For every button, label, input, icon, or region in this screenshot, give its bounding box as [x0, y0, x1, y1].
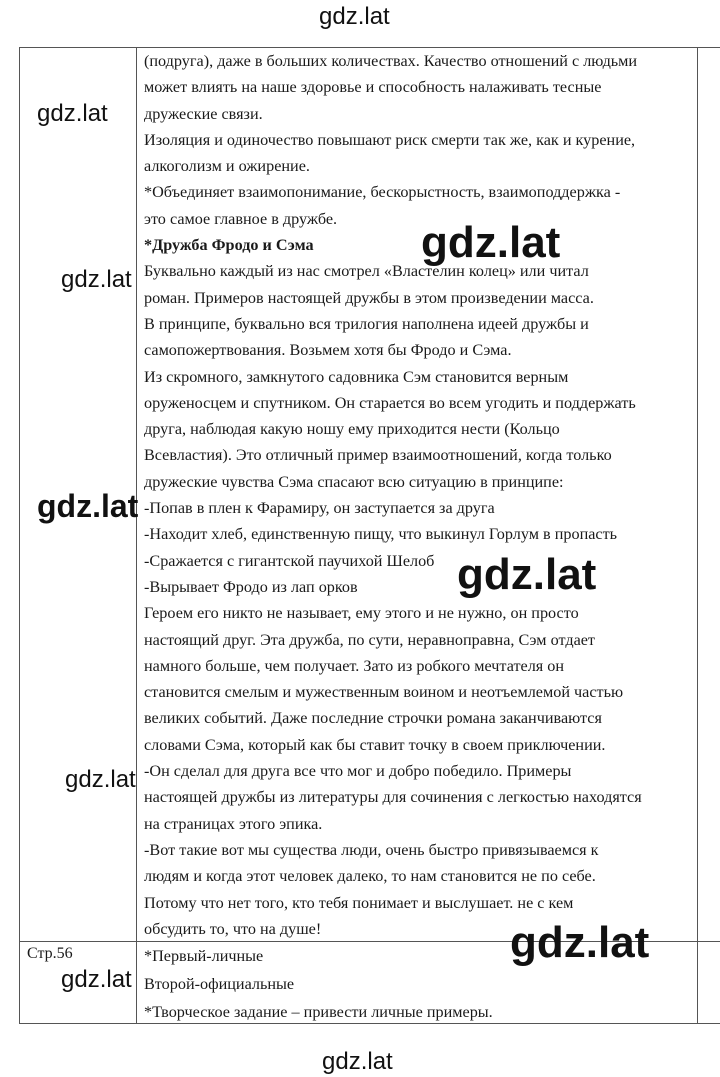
text-line: Героем его никто не называет, ему этого и не нужно, он просто: [144, 604, 579, 623]
text-line: друга, наблюдая какую ношу ему приходится нести (Кольцо: [144, 420, 560, 439]
text-line: алкоголизм и ожирение.: [144, 157, 310, 176]
text-line: на страницах этого эпика.: [144, 814, 323, 833]
text-line: настоящей дружбы из литературы для сочинения с легкостью находятся: [144, 788, 642, 807]
list-item: -Сражается с гигантской паучихой Шелоб: [144, 551, 435, 570]
watermark-logo: gdz.lat: [319, 3, 390, 30]
text-line: намного больше, чем получает. Зато из робкого мечтателя он: [144, 656, 565, 675]
table-left-border: [19, 47, 20, 1024]
watermark-logo: gdz.lat: [510, 918, 650, 967]
text-line: словами Сэма, который как бы ставит точку в своем приключении.: [144, 735, 606, 754]
text-line: -Он сделал для друга все что мог и добро победило. Примеры: [144, 762, 572, 781]
text-line: Потому что нет того, кто тебя понимает и выслушает. не с кем: [144, 893, 574, 912]
text-line: настоящий друг. Эта дружба, по сути, неравноправна, Сэм отдает: [144, 630, 596, 649]
watermark-logo: gdz.lat: [37, 100, 108, 127]
list-item: -Попав в плен к Фарамиру, он заступается за друга: [144, 499, 495, 518]
watermark-logo: gdz.lat: [457, 550, 597, 599]
text-line: может влиять на наше здоровье и способность налаживать тесные: [144, 78, 602, 97]
text-line: дружеские связи.: [144, 104, 263, 123]
table-column-divider: [136, 47, 137, 1024]
text-line: великих событий. Даже последние строчки романа заканчиваются: [144, 709, 602, 728]
watermark-logo: gdz.lat: [61, 266, 132, 293]
text-line: дружеские чувства Сэма спасают всю ситуацию в принципе:: [144, 472, 564, 491]
section-heading: *Дружба Фродо и Сэма: [144, 236, 314, 255]
main-text: [144, 48, 704, 942]
watermark-logo: gdz.lat: [65, 766, 136, 793]
text-line: это самое главное в дружбе.: [144, 209, 338, 228]
page-number-label: Стр.56: [27, 945, 73, 962]
watermark-logo: gdz.lat: [421, 218, 561, 267]
text-line: *Творческое задание – привести личные примеры.: [144, 1003, 493, 1021]
watermark-logo: gdz.lat: [322, 1048, 393, 1075]
text-line: людям и когда этот человек далеко, то нам становится не по себе.: [144, 867, 596, 886]
text-line: становится смелым и мужественным воином и неотъемлемой частью: [144, 683, 624, 702]
text-line: Изоляция и одиночество повышают риск смерти так же, как и курение,: [144, 130, 636, 149]
text-line: Всевластия). Это отличный пример взаимоотношений, когда только: [144, 446, 612, 465]
list-item: -Вырывает Фродо из лап орков: [144, 577, 358, 596]
text-line: Из скромного, замкнутого садовника Сэм становится верным: [144, 367, 569, 386]
text-line: *Объединяет взаимопонимание, бескорыстность, взаимоподдержка -: [144, 183, 621, 202]
text-line: В принципе, буквально вся трилогия наполнена идеей дружбы и: [144, 314, 589, 333]
text-line: Буквально каждый из нас смотрел «Властелин колец» или читал: [144, 262, 589, 281]
text-line: Второй-официальные: [144, 975, 295, 993]
text-line: (подруга), даже в больших количествах. Качество отношений с людьми: [144, 52, 638, 70]
text-line: *Первый-личные: [144, 947, 264, 965]
text-line: роман. Примеров настоящей дружбы в этом произведении масса.: [144, 288, 594, 307]
text-line: самопожертвования. Возьмем хотя бы Фродо и Сэма.: [144, 341, 512, 360]
text-line: обсудить то, что на душе!: [144, 919, 322, 938]
watermark-logo: gdz.lat: [61, 966, 132, 993]
watermark-logo: gdz.lat: [37, 488, 139, 524]
text-line: оруженосцем и спутником. Он старается во всем угодить и поддержать: [144, 393, 636, 412]
text-line: -Вот такие вот мы существа люди, очень быстро привязываемся к: [144, 840, 599, 859]
list-item: -Находит хлеб, единственную пищу, что выкинул Горлум в пропасть: [144, 525, 618, 544]
